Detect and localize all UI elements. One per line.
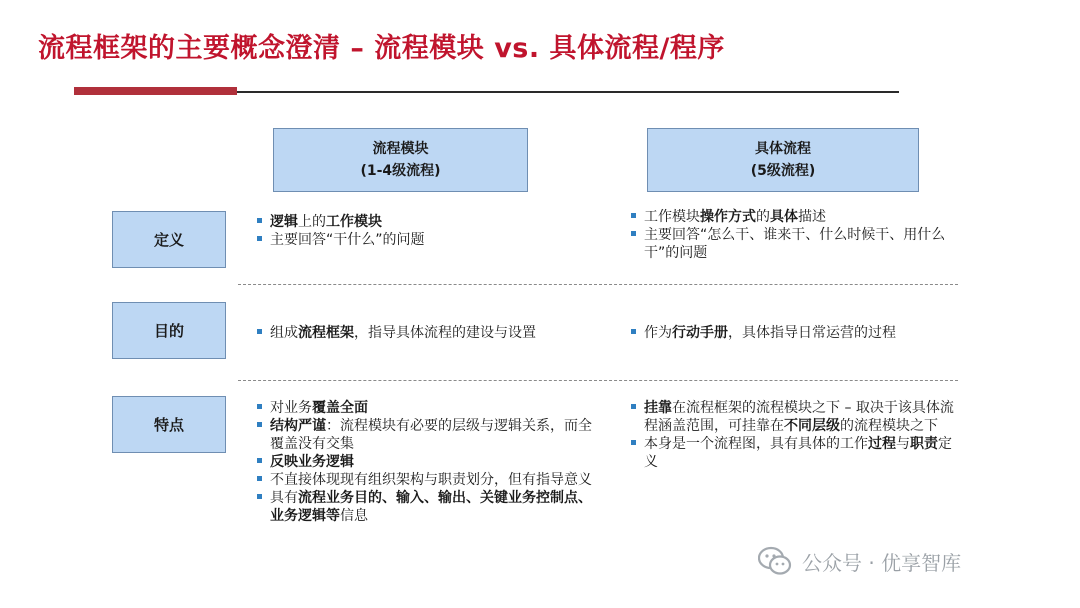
bullet-text: ：流程模块有必要的层级与逻辑关系，而全覆盖没有交集 [270,418,592,452]
row-separator [238,380,958,381]
emphasis-text: 过程 [868,436,896,452]
bullet-text: 主要回答“干什么”的问题 [270,232,425,248]
slide-title: 流程框架的主要概念澄清 – 流程模块 vs. 具体流程/程序 [38,33,725,64]
bullet-text: 在流程框架的流程模块之下 – 取决于该具体流程涵盖范围，可挂靠在 [644,400,954,434]
watermark-text: 公众号 · 优享智库 [802,550,962,575]
bullet-item [630,208,960,226]
bullet-text: 与 [896,436,910,452]
definition-process-module-cell [256,213,606,249]
bullet-text: 具有 [270,490,298,506]
bullet-text: 工作模块 [644,209,700,225]
bullet-text: 对业务 [270,400,312,416]
column-header-subtitle: (1-4级流程) [360,163,441,179]
watermark [758,546,961,576]
column-header-subtitle: (5级流程) [750,163,816,179]
bullet-list [256,399,596,525]
bullet-list [630,324,960,342]
emphasis-text: 挂靠 [644,400,672,416]
characteristics-specific-process-cell [630,399,960,471]
bullet-text: 作为 [644,325,672,341]
column-header-title: 具体流程 [755,141,811,157]
bullet-item [256,471,596,489]
bullet-item [630,435,960,471]
bullet-list [256,324,606,342]
bullet-text: 上的 [298,214,326,230]
bullet-text: 组成 [270,325,298,341]
bullet-text: 本身是一个流程图，具有具体的工作 [644,436,868,452]
characteristics-process-module-cell [256,399,596,525]
emphasis-text: 行动手册 [672,325,728,341]
emphasis-text: 工作模块 [326,214,382,230]
emphasis-text: 结构严谨 [270,418,326,434]
bullet-list [630,399,960,471]
bullet-list [256,213,606,249]
bullet-text: 主要回答“怎么干、谁来干、什么时候干、用什么干”的问题 [644,227,946,261]
column-header-specific-process [647,128,919,192]
definition-specific-process-cell [630,208,960,262]
bullet-item [630,324,960,342]
emphasis-text: 操作方式 [700,209,756,225]
emphasis-text: 流程业务目的、输入、输出、关键业务控制点、业务逻辑等 [270,490,592,524]
bullet-item [256,417,596,453]
row-header-purpose: 目的 [112,302,226,359]
bullet-item [630,399,960,435]
bullet-item [256,213,606,231]
wechat-icon [758,546,792,576]
bullet-item [256,489,596,525]
title-underline [237,91,899,93]
bullet-text: ，指导具体流程的建设与设置 [354,325,536,341]
purpose-specific-process-cell [630,324,960,342]
title-accent-bar [74,87,237,95]
column-header-title: 流程模块 [372,141,429,157]
bullet-list [630,208,960,262]
emphasis-text: 不同层级 [784,418,840,434]
emphasis-text: 覆盖全面 [312,400,368,416]
bullet-text: 的 [756,209,770,225]
emphasis-text: 职责 [910,436,938,452]
bullet-item [256,399,596,417]
emphasis-text: 反映业务逻辑 [270,454,354,470]
bullet-text: 描述 [798,209,826,225]
bullet-text: 定义 [644,436,952,470]
emphasis-text: 逻辑 [270,214,298,230]
bullet-item [256,231,606,249]
bullet-text: 不直接体现现有组织架构与职责划分，但有指导意义 [270,472,592,488]
row-separator [238,284,958,285]
row-header-characteristics: 特点 [112,396,226,453]
purpose-process-module-cell [256,324,606,342]
emphasis-text: 具体 [770,209,798,225]
bullet-item [256,324,606,342]
bullet-text: 的流程模块之下 [840,418,938,434]
emphasis-text: 流程框架 [298,325,354,341]
bullet-item [630,226,960,262]
bullet-item [256,453,596,471]
bullet-text: ，具体指导日常运营的过程 [728,325,896,341]
column-header-process-module [273,128,528,192]
row-header-definition: 定义 [112,211,226,268]
bullet-text: 信息 [340,508,368,524]
